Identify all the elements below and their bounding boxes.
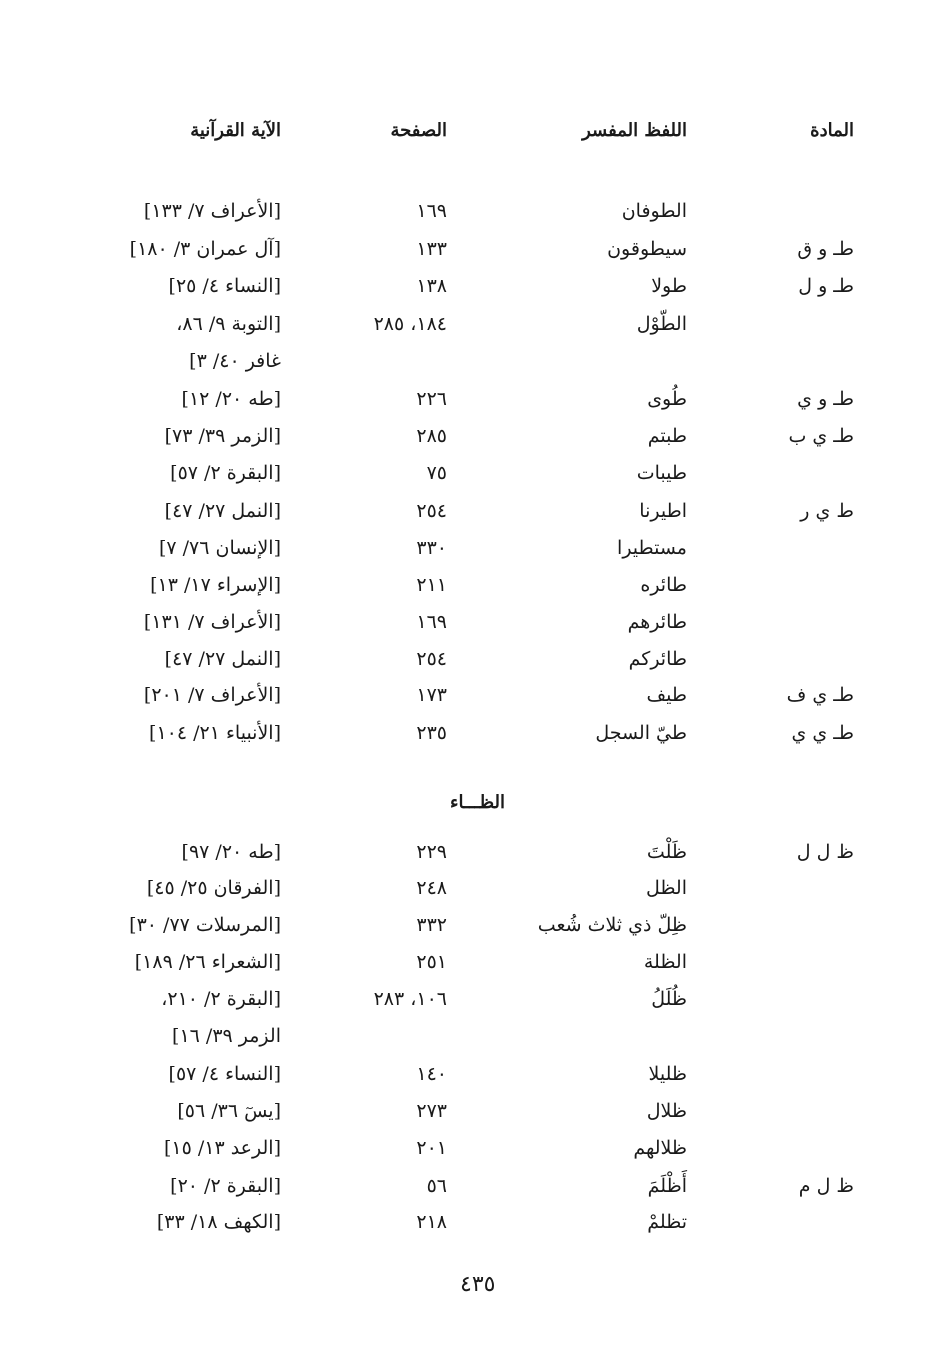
page-number: ٤٣٥ bbox=[460, 1272, 496, 1297]
row-page: ١٦٩ bbox=[416, 611, 447, 633]
row-ayah: [الأعراف ٧/ ٢٠١] bbox=[143, 684, 281, 706]
row-lafz: تظلمْ bbox=[647, 1211, 687, 1233]
row-page: ١٣٨ bbox=[416, 275, 447, 297]
row-ayah: [النساء ٤/ ٥٧] bbox=[168, 1063, 281, 1085]
row-ayah: [الإنسان ٧٦/ ٧] bbox=[158, 537, 281, 559]
row-page: ٢٧٣ bbox=[416, 1100, 447, 1122]
row-ayah: الزمر ٣٩/ ١٦] bbox=[172, 1025, 281, 1047]
row-ayah: [التوبة ٩/ ٨٦، bbox=[176, 313, 281, 335]
row-page: ١٧٣ bbox=[416, 684, 447, 706]
header-page: الصفحة bbox=[390, 120, 447, 141]
row-lafz: مستطيرا bbox=[617, 537, 687, 559]
row-page: ٢٥٤ bbox=[416, 648, 447, 670]
row-ayah: [الأعراف ٧/ ١٣١] bbox=[143, 611, 281, 633]
row-lafz: أَظْلَمَ bbox=[647, 1175, 687, 1197]
header-madda: المادة bbox=[810, 120, 854, 141]
row-ayah: [النساء ٤/ ٢٥] bbox=[168, 275, 281, 297]
row-madda: طـ و ق bbox=[797, 238, 854, 260]
row-ayah: [المرسلات ٧٧/ ٣٠] bbox=[129, 914, 281, 936]
row-ayah: [الفرقان ٢٥/ ٤٥] bbox=[146, 877, 281, 899]
row-lafz: طائركم bbox=[628, 648, 687, 670]
row-madda: ظ ل م bbox=[798, 1175, 854, 1197]
row-page: ٢١٨ bbox=[416, 1211, 447, 1233]
row-page: ٢٥٤ bbox=[416, 500, 447, 522]
row-page: ١٣٣ bbox=[416, 238, 447, 260]
row-page: ١٤٠ bbox=[416, 1063, 447, 1085]
row-ayah: [الكهف ١٨/ ٣٣] bbox=[156, 1211, 281, 1233]
row-madda: طـ ي ي bbox=[791, 722, 854, 744]
row-lafz: طُوى bbox=[647, 388, 687, 410]
row-lafz: طيف bbox=[646, 684, 687, 706]
row-page: ٢٥١ bbox=[416, 951, 447, 973]
row-page: ٢٢٩ bbox=[416, 841, 447, 863]
row-ayah: [طه ٢٠/ ١٢] bbox=[181, 388, 281, 410]
row-page: ٣٣٠ bbox=[416, 537, 447, 559]
row-lafz: سيطوقون bbox=[607, 238, 687, 260]
row-madda: ط ي ر bbox=[800, 500, 854, 522]
row-madda: طـ و ل bbox=[798, 275, 854, 297]
row-lafz: الظلة bbox=[643, 951, 687, 973]
row-ayah: [الأعراف ٧/ ١٣٣] bbox=[143, 200, 281, 222]
row-lafz: ظلال bbox=[646, 1100, 687, 1122]
header-lafz: اللفظ المفسر bbox=[582, 120, 687, 141]
row-lafz: طيّ السجل bbox=[595, 722, 687, 744]
row-lafz: اطيرنا bbox=[639, 500, 687, 522]
row-ayah: [الزمر ٣٩/ ٧٣] bbox=[164, 425, 281, 447]
row-page: ٣٣٢ bbox=[416, 914, 447, 936]
row-lafz: الظل bbox=[645, 877, 687, 899]
row-page: ٢٢٦ bbox=[416, 388, 447, 410]
row-lafz: طبتم bbox=[647, 425, 687, 447]
row-page: ٥٦ bbox=[426, 1175, 447, 1197]
row-lafz: ظُلَلُ bbox=[651, 988, 687, 1010]
row-page: ٢١١ bbox=[416, 574, 447, 596]
row-ayah: [الإسراء ١٧/ ١٣] bbox=[150, 574, 281, 596]
row-ayah: [الشعراء ٢٦/ ١٨٩] bbox=[134, 951, 281, 973]
row-lafz: طيبات bbox=[636, 462, 687, 484]
row-ayah: [البقرة ٢/ ٢١٠، bbox=[161, 988, 281, 1010]
row-lafz: طائرهم bbox=[627, 611, 687, 633]
row-lafz: ظليلا bbox=[648, 1063, 687, 1085]
row-ayah: غافر ٤٠/ ٣] bbox=[189, 350, 281, 372]
row-page: ٧٥ bbox=[426, 462, 447, 484]
row-madda: طـ و ي bbox=[797, 388, 854, 410]
row-ayah: [آل عمران ٣/ ١٨٠] bbox=[129, 238, 281, 260]
row-page: ١٦٩ bbox=[416, 200, 447, 222]
row-ayah: [الرعد ١٣/ ١٥] bbox=[163, 1137, 281, 1159]
row-lafz: ظلالهم bbox=[633, 1137, 687, 1159]
row-madda: طـ ي ب bbox=[788, 425, 854, 447]
row-page: ٢٣٥ bbox=[416, 722, 447, 744]
row-ayah: [النمل ٢٧/ ٤٧] bbox=[164, 648, 281, 670]
row-lafz: طولا bbox=[651, 275, 687, 297]
row-madda: طـ ي ف bbox=[786, 684, 854, 706]
row-ayah: [البقرة ٢/ ٥٧] bbox=[170, 462, 281, 484]
row-page: ٢٠١ bbox=[416, 1137, 447, 1159]
row-ayah: [النمل ٢٧/ ٤٧] bbox=[164, 500, 281, 522]
row-lafz: طائره bbox=[640, 574, 687, 596]
row-lafz: الطوفان bbox=[621, 200, 687, 222]
row-page: ١٠٦، ٢٨٣ bbox=[373, 988, 447, 1010]
row-ayah: [البقرة ٢/ ٢٠] bbox=[170, 1175, 281, 1197]
row-ayah: [طه ٢٠/ ٩٧] bbox=[181, 841, 281, 863]
row-page: ٢٨٥ bbox=[416, 425, 447, 447]
row-page: ١٨٤، ٢٨٥ bbox=[373, 313, 447, 335]
row-ayah: [الأنبياء ٢١/ ١٠٤] bbox=[149, 722, 281, 744]
row-ayah: [يسٓ ٣٦/ ٥٦] bbox=[177, 1100, 281, 1122]
row-page: ٢٤٨ bbox=[416, 877, 447, 899]
row-lafz: ظَلْتَ bbox=[646, 841, 687, 863]
section-title: الظـــاء bbox=[450, 792, 506, 813]
row-lafz: الطّوْل bbox=[636, 313, 687, 335]
row-lafz: ظِلّ ذي ثلاث شُعب bbox=[537, 914, 687, 936]
row-madda: ظ ل ل bbox=[796, 841, 854, 863]
header-ayah: الآية القرآنية bbox=[190, 120, 281, 141]
